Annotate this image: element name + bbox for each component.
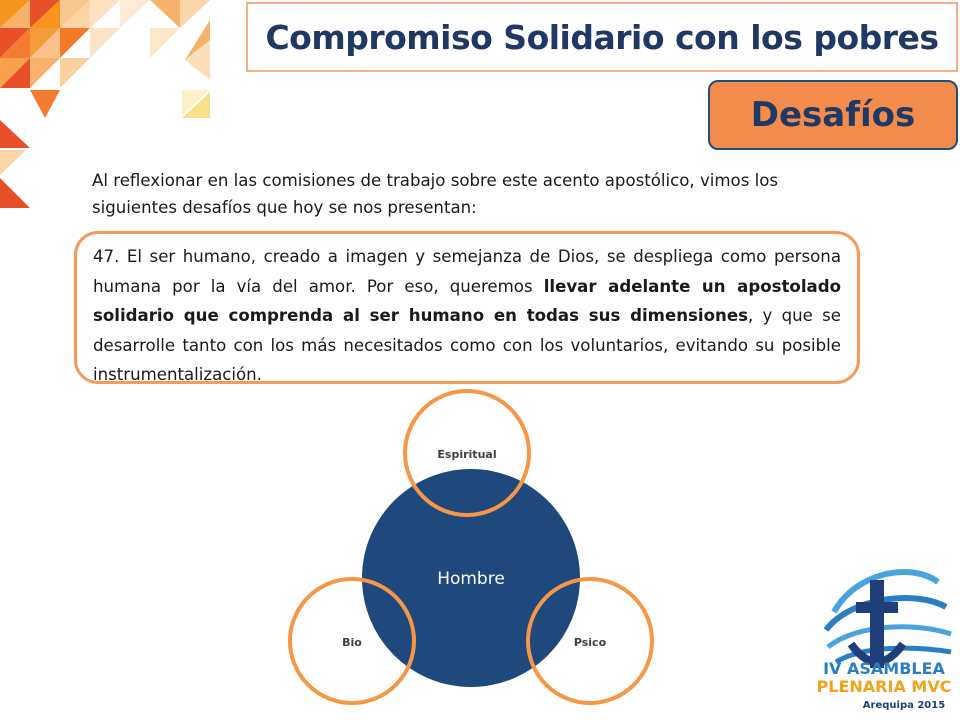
node-label-psico: Psico (573, 636, 607, 649)
section-badge (708, 80, 958, 150)
asamblea-logo (806, 552, 956, 712)
page-title: Compromiso Solidario con los pobres (265, 17, 939, 57)
quote-text-bold: llevar adelante un apostolado solidario que comprenda al ser humano en todas sus dimensiones (93, 276, 841, 325)
quote-box (74, 231, 860, 384)
quote-paragraph (93, 242, 841, 390)
intro-text: Al reflexionar en las comisiones de trabajo sobre este acento apostólico, vimos los siguientes desafíos que hoy se nos presentan: (92, 171, 779, 217)
title-box (246, 2, 958, 72)
center-label: Hombre (437, 569, 505, 589)
logo-line-1: IV ASAMBLEA (823, 659, 945, 678)
section-label: Desafíos (750, 95, 916, 135)
node-label-espiritual: Espiritual (437, 448, 497, 461)
logo-line-2: PLENARIA MVC (816, 677, 952, 696)
logo-line-3: Arequipa 2015 (862, 700, 946, 711)
quote-text-end: , y que se desarrolle tanto con los más necesitados como con los voluntarios, evitando su posible instrumentalización. (93, 306, 841, 384)
node-label-bio: Bio (342, 636, 362, 649)
quote-text-start: 47. El ser humano, creado a imagen y semejanza de Dios, se despliega como persona humana por la vía del amor. Por eso, queremos (93, 247, 841, 296)
venn-diagram (0, 380, 700, 720)
